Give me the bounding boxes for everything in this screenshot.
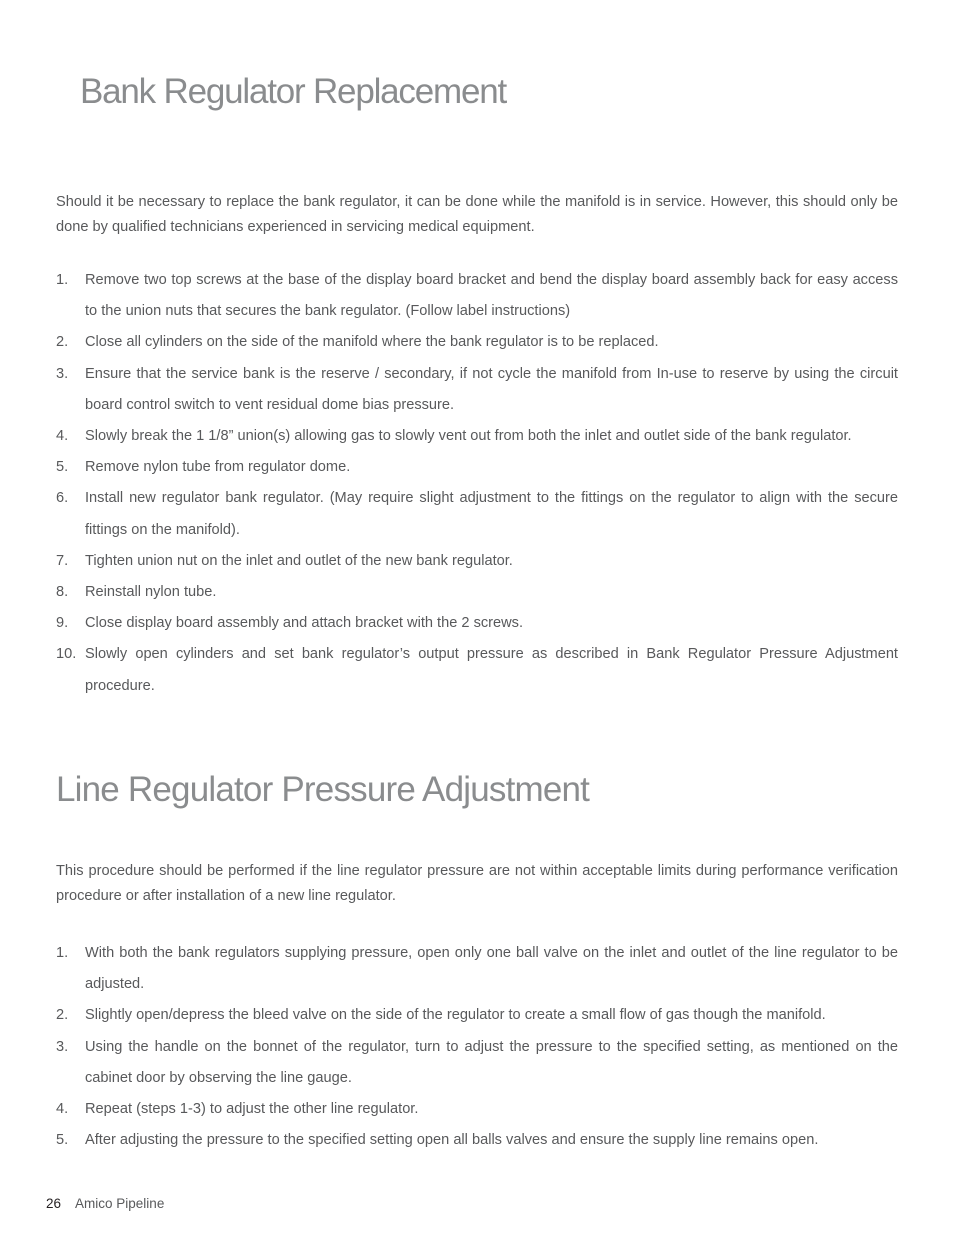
step-number: 3. [56, 365, 69, 382]
step-number: 10. [56, 646, 77, 663]
step-text: Slowly open cylinders and set bank regulator’s output pressure as described in Bank Regulator Pressure Adjustment procedure. [85, 646, 898, 694]
list-item [56, 608, 898, 639]
step-text: Slightly open/depress the bleed valve on the side of the regulator to create a small flow of gas though the manifold. [85, 1007, 826, 1024]
step-text: Remove nylon tube from regulator dome. [85, 459, 351, 476]
list-item [56, 359, 898, 421]
step-number: 8. [56, 584, 69, 601]
list-item [56, 483, 898, 545]
step-text: Repeat (steps 1-3) to adjust the other line regulator. [85, 1101, 419, 1118]
step-number: 4. [56, 1101, 69, 1118]
step-text: Using the handle on the bonnet of the regulator, turn to adjust the pressure to the specified setting, as mentioned on the cabinet door by observing the line gauge. [85, 1038, 898, 1086]
page-footer [46, 1196, 164, 1211]
list-item [56, 546, 898, 577]
step-number: 7. [56, 552, 69, 569]
list-item [56, 452, 898, 483]
step-text: Reinstall nylon tube. [85, 584, 217, 601]
page-number: 26 [46, 1196, 62, 1211]
list-item [56, 1094, 898, 1125]
step-text: Slowly break the 1 1/8” union(s) allowing gas to slowly vent out from both the inlet and outlet side of the bank regulator. [85, 428, 852, 445]
section-title-line-regulator-pressure-adjustment: Line Regulator Pressure Adjustment [56, 770, 590, 809]
list-item [56, 1000, 898, 1031]
step-number: 5. [56, 1132, 69, 1149]
step-number: 1. [56, 272, 69, 288]
step-text: Remove two top screws at the base of the display board bracket and bend the display board assembly back for easy access to the union nuts that secures the bank regulator. (Follow label instructions) [85, 272, 898, 320]
step-text: Close all cylinders on the side of the manifold where the bank regulator is to be replaced. [85, 334, 659, 351]
list-item [56, 938, 898, 1000]
step-text: Install new regulator bank regulator. (May require slight adjustment to the fittings on the regulator to align with the secure fittings on the manifold). [85, 490, 898, 538]
step-text: With both the bank regulators supplying pressure, open only one ball valve on the inlet and outlet of the line regulator to be adjusted. [85, 945, 898, 993]
list-item [56, 1032, 898, 1094]
step-number: 3. [56, 1038, 69, 1055]
step-number: 6. [56, 490, 69, 507]
step-number: 5. [56, 459, 69, 476]
list-item [56, 421, 898, 452]
section2-steps [56, 938, 898, 1156]
step-number: 9. [56, 615, 69, 632]
step-text: Tighten union nut on the inlet and outlet of the new bank regulator. [85, 552, 513, 569]
step-number: 2. [56, 334, 69, 351]
step-number: 4. [56, 428, 69, 445]
step-text: Close display board assembly and attach bracket with the 2 screws. [85, 615, 524, 632]
section2-intro: This procedure should be performed if the line regulator pressure are not within acceptable limits during performance verification procedure or after installation of a new line regulator. [56, 863, 898, 904]
list-item [56, 639, 898, 701]
section1-intro: Should it be necessary to replace the bank regulator, it can be done while the manifold is in service. However, this should only be done by qualified technicians experienced in servicing medical equipment. [56, 194, 898, 235]
step-text: Ensure that the service bank is the reserve / secondary, if not cycle the manifold from In-use to reserve by using the circuit board control switch to vent residual dome bias pressure. [85, 365, 898, 413]
section1-steps [56, 265, 898, 702]
list-item [56, 327, 898, 358]
list-item [56, 265, 898, 327]
publication-name: Amico Pipeline [75, 1196, 165, 1211]
step-number: 1. [56, 945, 69, 961]
section-title-bank-regulator-replacement: Bank Regulator Replacement [80, 72, 507, 111]
list-item [56, 577, 898, 608]
list-item [56, 1125, 898, 1156]
step-text: After adjusting the pressure to the specified setting open all balls valves and ensure the supply line remains open. [85, 1132, 819, 1149]
step-number: 2. [56, 1007, 69, 1024]
